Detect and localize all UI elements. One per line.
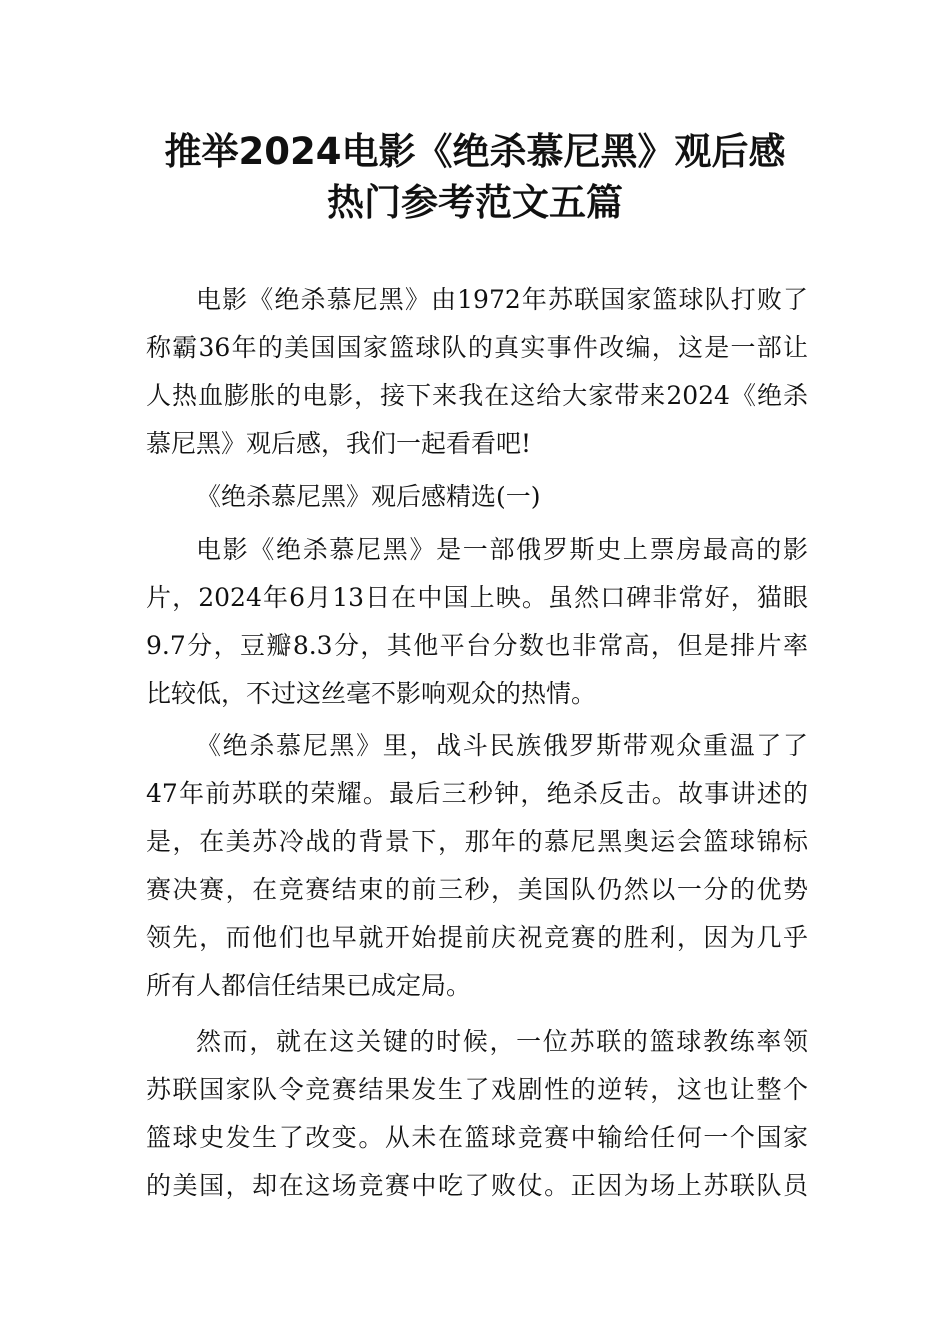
document-title-line-1: 推举2024电影《绝杀慕尼黑》观后感 [164,130,786,173]
paragraph-line: 慕尼黑》观后感，我们一起看看吧! [146,429,532,458]
paragraph-line: 赛决赛，在竞赛结束的前三秒，美国队仍然以一分的优势 [146,875,808,904]
section-heading-text: 《绝杀慕尼黑》观后感精选(一) [196,482,541,511]
paragraph-line: 称霸36年的美国国家篮球队的真实事件改编，这是一部让 [146,333,808,362]
paragraph-release [146,526,808,718]
paragraph-line: 领先，而他们也早就开始提前庆祝竞赛的胜利，因为几乎 [146,923,808,952]
paragraph-line: 电影《绝杀慕尼黑》由1972年苏联国家篮球队打败了 [196,285,808,314]
paragraph-line: 然而，就在这关键的时候，一位苏联的篮球教练率领 [196,1027,808,1056]
paragraph-line: 人热血膨胀的电影，接下来我在这给大家带来2024《绝杀 [146,381,808,410]
section-heading [146,473,808,521]
paragraph-intro [146,276,808,468]
paragraph-line: 9.7分，豆瓣8.3分，其他平台分数也非常高，但是排片率 [146,631,808,660]
paragraph-line: 片，2024年6月13日在中国上映。虽然口碑非常好，猫眼 [146,583,808,612]
paragraph-line: 篮球史发生了改变。从未在篮球竞赛中输给任何一个国家 [146,1123,808,1152]
paragraph-turnaround [146,1018,808,1210]
paragraph-line: 比较低，不过这丝毫不影响观众的热情。 [146,679,597,708]
paragraph-line: 《绝杀慕尼黑》里，战斗民族俄罗斯带观众重温了了 [196,731,808,760]
paragraph-line: 的美国，却在这场竞赛中吃了败仗。正因为场上苏联队员 [146,1171,808,1200]
paragraph-line: 47年前苏联的荣耀。最后三秒钟，绝杀反击。故事讲述的 [146,779,808,808]
paragraph-line: 是，在美苏冷战的背景下，那年的慕尼黑奥运会篮球锦标 [146,827,808,856]
document-title-line-2: 热门参考范文五篇 [327,181,623,224]
paragraph-line: 苏联国家队令竞赛结果发生了戏剧性的逆转，这也让整个 [146,1075,808,1104]
paragraph-line: 所有人都信任结果已成定局。 [146,971,472,1000]
paragraph-story [146,722,808,1010]
paragraph-line: 电影《绝杀慕尼黑》是一部俄罗斯史上票房最高的影 [196,535,808,564]
